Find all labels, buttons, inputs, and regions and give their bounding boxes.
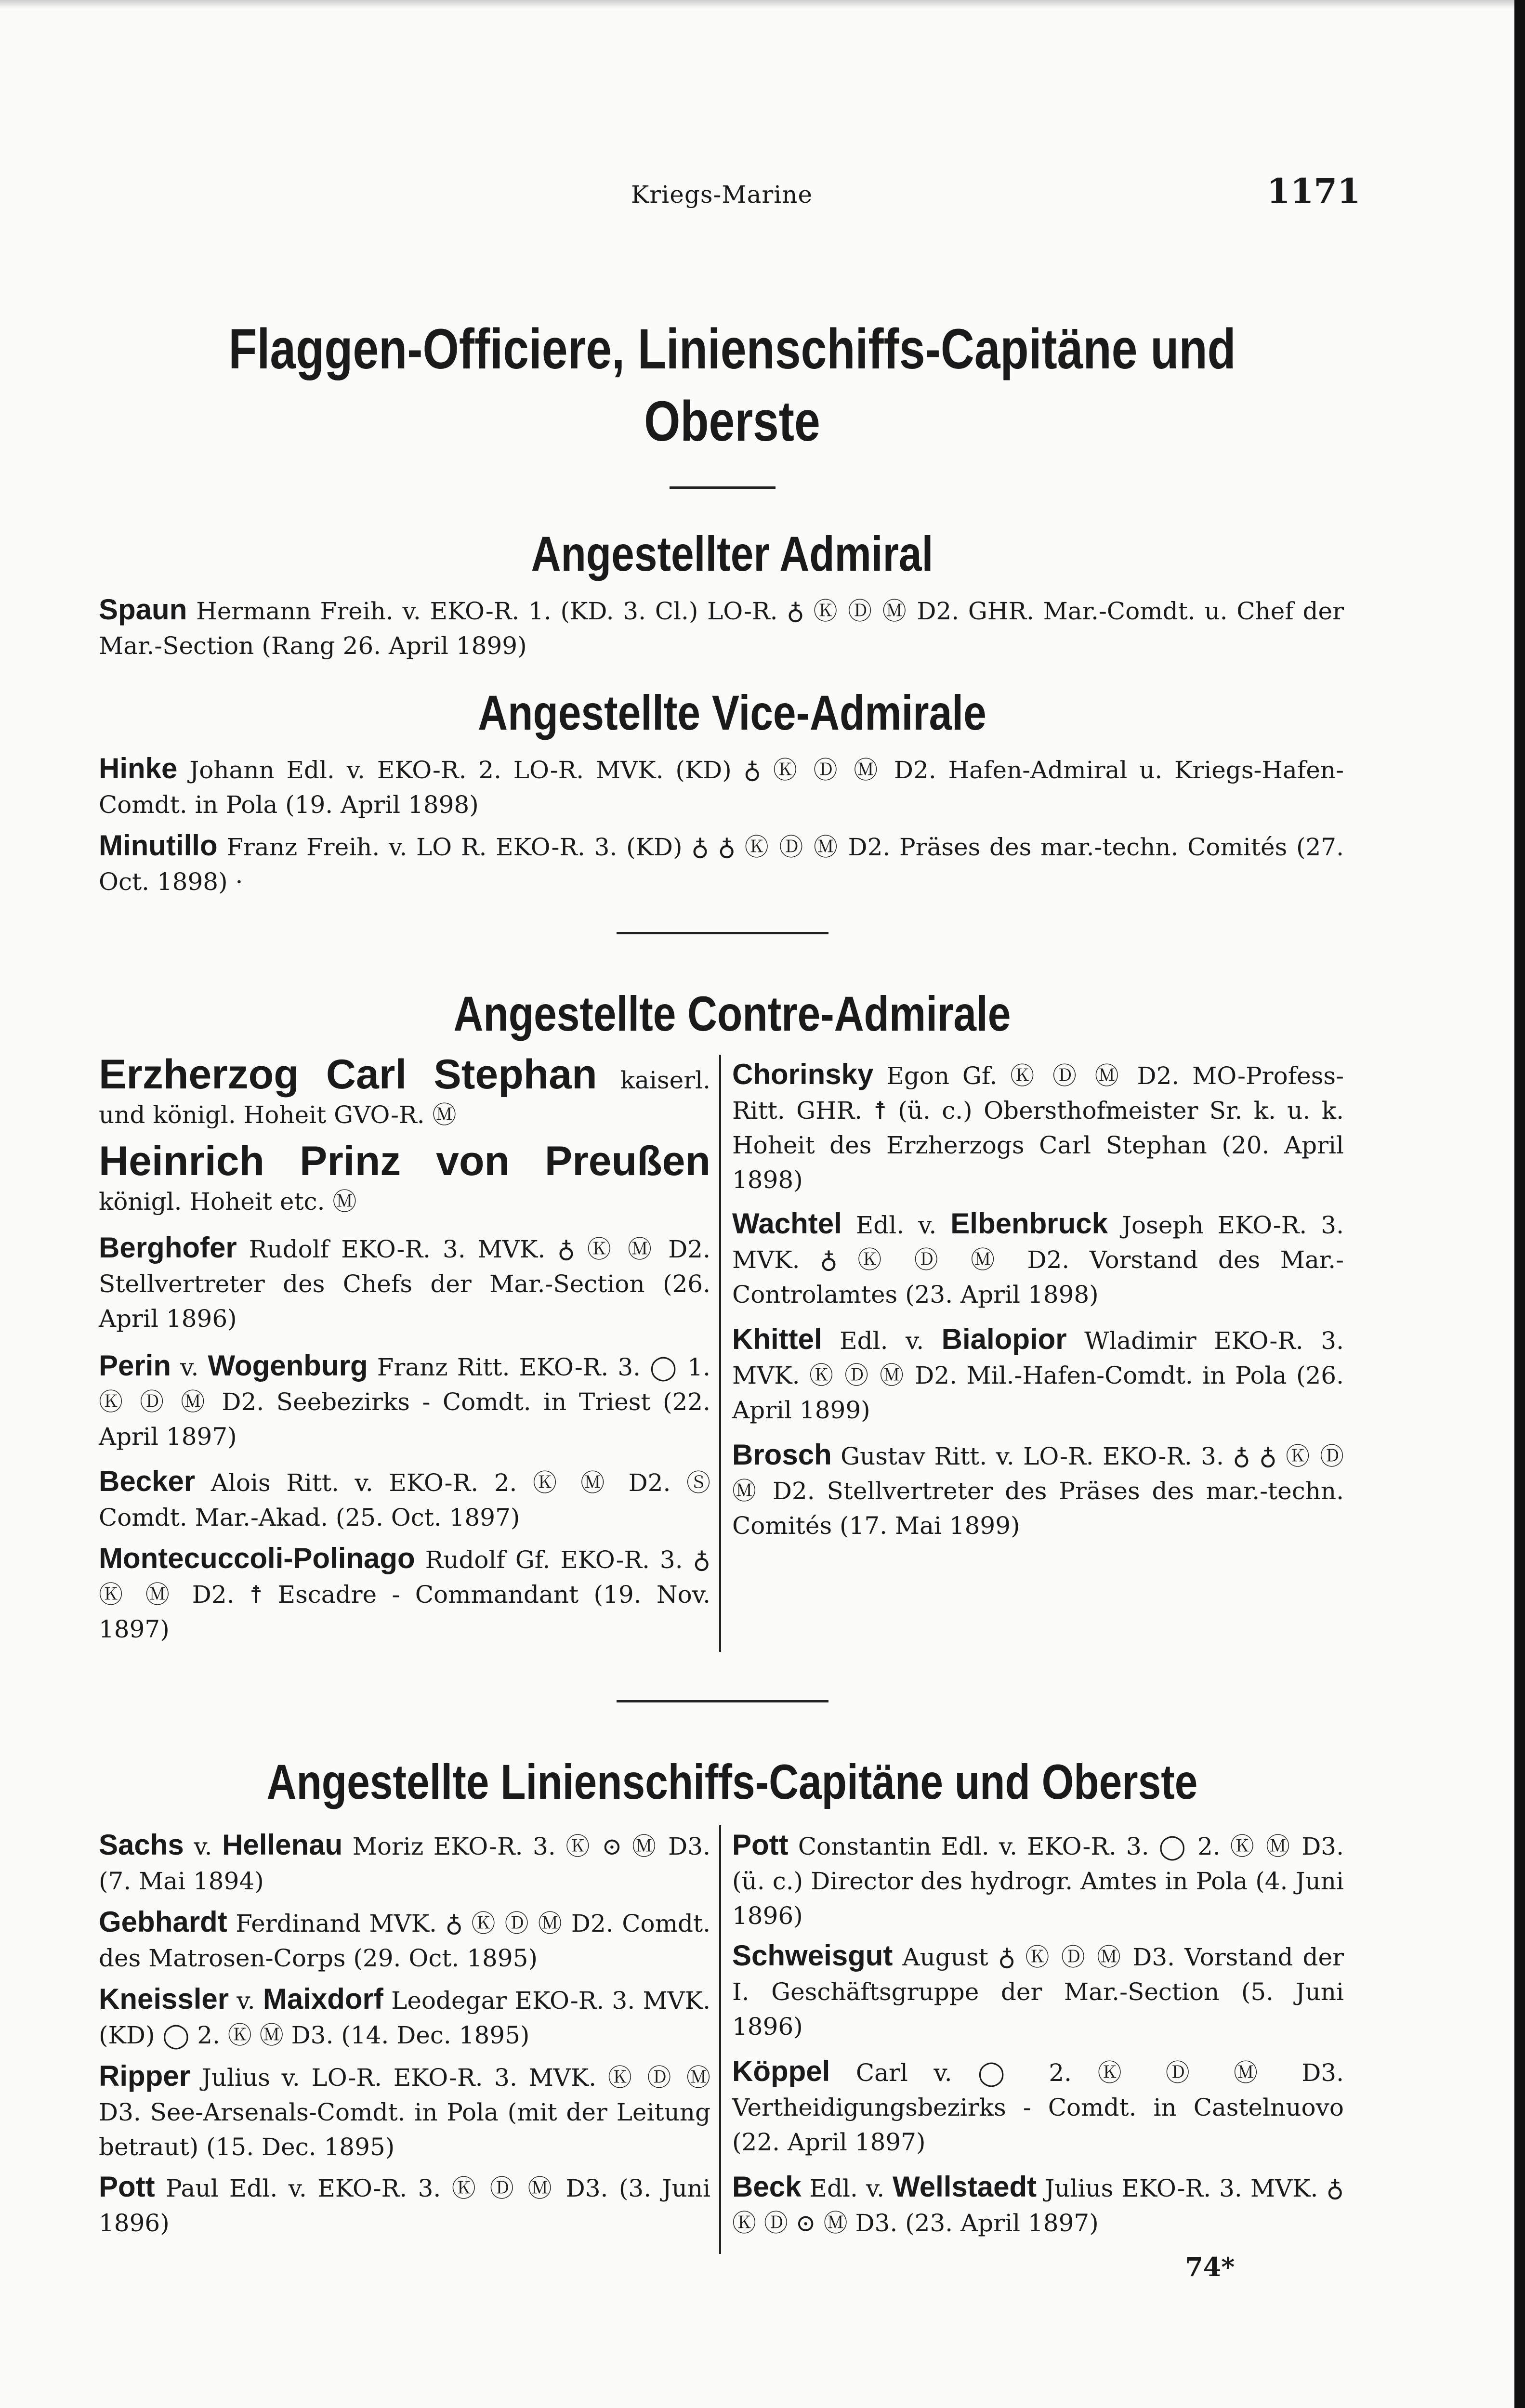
entry-hinke (99, 751, 1344, 822)
entry-spaun (99, 592, 1344, 663)
section-title-vice-admirale: Angestellte Vice-Admirale (478, 685, 986, 740)
signature-mark: 74* (1185, 2251, 1235, 2282)
page-header (0, 171, 1525, 219)
entry-ripper (99, 2059, 710, 2164)
page-title-line2: Oberste (644, 390, 820, 453)
entry-surname-2: Maixdorf (263, 1983, 383, 2015)
entry-surname: Minutillo (99, 829, 218, 862)
entry-particle: v. (180, 1353, 199, 1381)
entry-text: kaiserl. und königl. Hoheit GVO-R. Ⓜ (99, 1066, 710, 1129)
entry-surname-2: Wogenburg (208, 1349, 368, 1382)
entry-particle: Edl. v. (809, 2174, 885, 2202)
entry-text: Moriz EKO-R. 3. Ⓚ ⊙ Ⓜ D3. (7. Mai 1894) (99, 1832, 710, 1895)
entry-particle: v. (194, 1832, 212, 1860)
entry-heinrich (99, 1138, 710, 1219)
entry-berghofer (99, 1230, 710, 1336)
entry-khittel (732, 1322, 1344, 1427)
entry-text: Julius EKO-R. 3. MVK. ♁ Ⓚ Ⓓ ⊙ Ⓜ D3. (23. April 1897) (732, 2174, 1344, 2237)
entry-particle: Edl. v. (855, 1211, 937, 1239)
entry-sachs (99, 1828, 710, 1898)
entry-pott-paul (99, 2170, 710, 2240)
entry-text: Joseph EKO-R. 3. MVK. ♁ Ⓚ Ⓓ Ⓜ D2. Vorstand des Mar.-Controlamtes (23. April 1898) (732, 1211, 1344, 1309)
entry-gebhardt (99, 1905, 710, 1976)
entry-surname: Wachtel (732, 1207, 842, 1240)
running-title: Kriegs-Marine (631, 181, 813, 209)
entry-surname-2: Hellenau (222, 1829, 343, 1861)
column-divider (719, 1825, 721, 2254)
page-top-shadow (0, 0, 1525, 9)
entry-surname: Becker (99, 1465, 196, 1497)
page-number: 1171 (1267, 171, 1361, 211)
entry-surname: Ripper (99, 2060, 191, 2092)
entry-text: Johann Edl. v. EKO-R. 2. LO-R. MVK. (KD) ♁ Ⓚ Ⓓ Ⓜ D2. Hafen-Admiral u. Kriegs-Hafen-Comdt. in Pola (19. April 1898) (99, 756, 1344, 819)
section-title-contre-admirale: Angestellte Contre-Admirale (453, 986, 1011, 1041)
entry-text: Gustav Ritt. v. LO-R. EKO-R. 3. ♁ ♁ Ⓚ Ⓓ Ⓜ D2. Stellvertreter des Präses des mar.-techn. Comités (17. Mai 1899) (732, 1442, 1344, 1540)
entry-surname-2: Bialopior (941, 1323, 1067, 1355)
entry-text: Leodegar EKO-R. 3. MVK. (KD) ◯ 2. Ⓚ Ⓜ D3. (14. Dec. 1895) (99, 1987, 710, 2049)
entry-brosch (732, 1438, 1344, 1543)
entry-surname: Spaun (99, 593, 187, 626)
entry-text: Julius v. LO-R. EKO-R. 3. MVK. Ⓚ Ⓓ Ⓜ D3. See-Arsenals-Comdt. in Pola (mit der Leitung betraut) (15. Dec. 1895) (99, 2064, 710, 2161)
entry-text: Hermann Freih. v. EKO-R. 1. (KD. 3. Cl.) LO-R. ♁ Ⓚ Ⓓ Ⓜ D2. GHR. Mar.-Comdt. u. Chef der Mar.-Section (Rang 26. April 1899) (99, 597, 1344, 660)
entry-surname: Sachs (99, 1829, 184, 1861)
entry-becker (99, 1464, 710, 1535)
entry-surname: Hinke (99, 752, 178, 785)
entry-pott-constantin (732, 1828, 1344, 1933)
entry-text: Alois Ritt. v. EKO-R. 2. Ⓚ Ⓜ D2. Ⓢ Comdt. Mar.-Akad. (25. Oct. 1897) (99, 1469, 710, 1531)
entry-surname: Gebhardt (99, 1906, 227, 1938)
entry-text: Ferdinand MVK. ♁ Ⓚ Ⓓ Ⓜ D2. Comdt. des Matrosen-Corps (29. Oct. 1895) (99, 1910, 710, 1972)
divider (670, 486, 776, 489)
scan-edge (1514, 0, 1525, 2408)
entry-kneissler (99, 1982, 710, 2053)
entry-text: Wladimir EKO-R. 3. MVK. Ⓚ Ⓓ Ⓜ D2. Mil.-Hafen-Comdt. in Pola (26. April 1899) (732, 1327, 1344, 1424)
entry-montecuccoli (99, 1541, 710, 1647)
entry-surname: Erzherzog Carl Stephan (99, 1051, 597, 1098)
entry-surname-2: Wellstaedt (893, 2171, 1037, 2203)
entry-surname: Köppel (732, 2055, 830, 2087)
divider (617, 932, 828, 934)
divider (617, 1700, 828, 1702)
entry-surname: Heinrich Prinz von Preußen (99, 1138, 710, 1184)
page-title-line1: Flaggen-Officiere, Linienschiffs-Capitäne und (228, 317, 1236, 381)
entry-beck (732, 2170, 1344, 2240)
column-divider (719, 1055, 721, 1652)
entry-surname: Schweisgut (732, 1939, 893, 1972)
entry-text: Franz Freih. v. LO R. EKO-R. 3. (KD) ♁ ♁ Ⓚ Ⓓ Ⓜ D2. Präses des mar.-techn. Comités (27. Oct. 1898) · (99, 833, 1344, 896)
entry-surname: Pott (99, 2171, 155, 2203)
entry-surname: Beck (732, 2171, 802, 2203)
entry-text: Franz Ritt. EKO-R. 3. ◯ 1. Ⓚ Ⓓ Ⓜ D2. Seebezirks - Comdt. in Triest (22. April 1897) (99, 1353, 710, 1451)
page-title (132, 313, 1333, 458)
entry-surname: Pott (732, 1829, 789, 1861)
entry-surname: Berghofer (99, 1231, 237, 1264)
entry-schweisgut (732, 1938, 1344, 2044)
entry-text: königl. Hoheit etc. Ⓜ (99, 1188, 357, 1216)
entry-perin (99, 1348, 710, 1454)
entry-surname: Perin (99, 1349, 171, 1382)
entry-wachtel (732, 1206, 1344, 1312)
entry-chorinsky (732, 1057, 1344, 1197)
section-title-capitaene: Angestellte Linienschiffs-Capitäne und Oberste (266, 1754, 1198, 1809)
entry-minutillo (99, 828, 1344, 899)
entry-surname: Kneissler (99, 1983, 229, 2015)
entry-surname: Montecuccoli-Polinago (99, 1542, 415, 1574)
entry-text: Paul Edl. v. EKO-R. 3. Ⓚ Ⓓ Ⓜ D3. (3. Juni 1896) (99, 2174, 710, 2237)
entry-erzherzog (99, 1051, 710, 1132)
entry-text: Constantin Edl. v. EKO-R. 3. ◯ 2. Ⓚ Ⓜ D3. (ü. c.) Director des hydrogr. Amtes in Pola (4. Juni 1896) (732, 1832, 1344, 1930)
entry-text: Rudolf Gf. EKO-R. 3. ♁ Ⓚ Ⓜ D2. ☨ Escadre - Commandant (19. Nov. 1897) (99, 1546, 710, 1643)
entry-particle: v. (237, 1987, 255, 2015)
entry-text: Egon Gf. Ⓚ Ⓓ Ⓜ D2. MO-Profess-Ritt. GHR. ☨ (ü. c.) Obersthofmeister Sr. k. u. k. Hoheit des Erzherzogs Carl Stephan (20. April 1898) (732, 1062, 1344, 1194)
entry-koeppel (732, 2054, 1344, 2159)
entry-text: August ♁ Ⓚ Ⓓ Ⓜ D3. Vorstand der I. Geschäftsgruppe der Mar.-Section (5. Juni 1896) (732, 1943, 1344, 2041)
entry-surname: Khittel (732, 1323, 822, 1355)
entry-particle: Edl. v. (840, 1327, 924, 1355)
entry-text: Carl v. ◯ 2. Ⓚ Ⓓ Ⓜ D3. Vertheidigungsbezirks - Comdt. in Castelnuovo (22. April 1897) (732, 2059, 1344, 2156)
entry-text: Rudolf EKO-R. 3. MVK. ♁ Ⓚ Ⓜ D2. Stellvertreter des Chefs der Mar.-Section (26. April 1896) (99, 1235, 710, 1333)
entry-surname-2: Elbenbruck (950, 1207, 1108, 1240)
section-title-admiral: Angestellter Admiral (531, 526, 933, 581)
entry-surname: Brosch (732, 1439, 832, 1471)
entry-surname: Chorinsky (732, 1058, 874, 1090)
